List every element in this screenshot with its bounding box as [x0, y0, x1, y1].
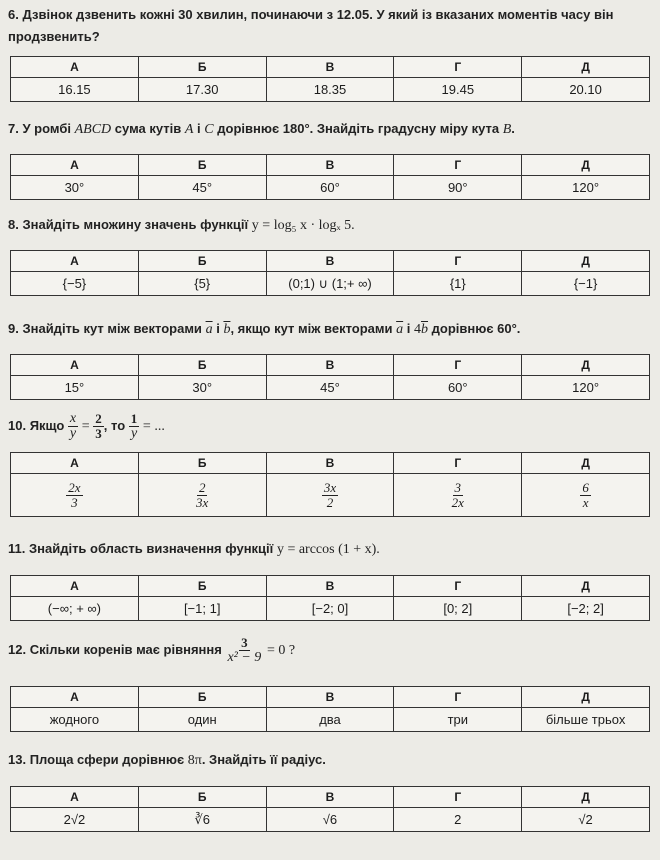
option-value: √6 — [266, 808, 394, 832]
question-number: 9. — [8, 321, 19, 336]
question-6 — [8, 4, 648, 48]
option-value: 120° — [522, 176, 650, 200]
vertex-b: B — [502, 122, 512, 137]
question-number: 6. — [8, 7, 19, 22]
question-13 — [8, 749, 648, 772]
option-letter: Д — [522, 251, 650, 272]
vector-coefficient: 4 — [414, 322, 422, 337]
option-value: [−2; 2] — [522, 597, 650, 621]
option-letter: Б — [138, 787, 266, 808]
vector-a: $\overline{a}$ — [205, 322, 213, 337]
option-letter: Г — [394, 787, 522, 808]
option-value: 19.45 — [394, 78, 522, 102]
option-letter: Д — [522, 355, 650, 376]
option-value: 2 — [394, 808, 522, 832]
option-value: жодного — [11, 708, 139, 732]
option-letter: Д — [522, 576, 650, 597]
option-letter: Д — [522, 155, 650, 176]
answer-table-12 — [10, 686, 650, 732]
option-letter: Г — [394, 453, 522, 474]
question-text: , якщо кут між векторами — [230, 321, 393, 336]
option-value: більше трьох — [522, 708, 650, 732]
question-text: , то — [103, 417, 126, 433]
question-text: дорівнює 60°. — [431, 321, 521, 336]
question-text: Знайдіть множину значень функції — [22, 217, 249, 232]
function-formula: y = arccos (1 + x). — [276, 542, 380, 557]
question-7 — [8, 118, 648, 141]
option-letter: Г — [394, 57, 522, 78]
question-text: і — [197, 121, 201, 136]
numerator: 3x — [323, 479, 337, 495]
option-value: {−1} — [522, 272, 650, 296]
option-value: 30° — [138, 376, 266, 400]
option-value: 15° — [11, 376, 139, 400]
option-value: 17.30 — [138, 78, 266, 102]
option-letter: В — [266, 453, 394, 474]
option-value: 45° — [138, 176, 266, 200]
option-letter: Б — [138, 155, 266, 176]
answer-table-9 — [10, 354, 650, 400]
option-value: 60° — [266, 176, 394, 200]
option-value: 16.15 — [11, 78, 139, 102]
option-value: 120° — [522, 376, 650, 400]
option-letter: В — [266, 576, 394, 597]
question-text: Знайдіть кут між векторами — [22, 321, 202, 336]
option-letter: Д — [522, 453, 650, 474]
option-letter: Г — [394, 687, 522, 708]
denominator: x² − 9 — [227, 650, 262, 665]
option-value — [266, 474, 394, 517]
option-value: [−1; 1] — [138, 597, 266, 621]
numerator: 1 — [130, 411, 138, 426]
figure-name: ABCD — [74, 122, 112, 137]
answer-table-8 — [10, 250, 650, 296]
option-letter: А — [11, 57, 139, 78]
option-letter: Б — [138, 57, 266, 78]
answer-fraction — [450, 481, 466, 510]
option-letter: Д — [522, 687, 650, 708]
option-letter: А — [11, 576, 139, 597]
question-8 — [8, 214, 648, 237]
numerator: x — [69, 411, 77, 426]
answer-table-11 — [10, 575, 650, 621]
denominator: y — [130, 426, 138, 441]
numerator: 2 — [95, 411, 102, 426]
question-number: 7. — [8, 121, 19, 136]
question-number: 10. — [8, 417, 27, 433]
vector-b: $\overline{b}$ — [421, 322, 429, 337]
option-value: 20.10 — [522, 78, 650, 102]
option-value — [138, 474, 266, 517]
numerator: 6 — [582, 479, 589, 495]
option-letter: А — [11, 453, 139, 474]
option-value: ∛6 — [138, 808, 266, 832]
question-text: . — [511, 121, 515, 136]
option-value: 60° — [394, 376, 522, 400]
option-value: (0;1) ∪ (1;+ ∞) — [266, 272, 394, 296]
option-letter: Б — [138, 355, 266, 376]
option-value: один — [138, 708, 266, 732]
answer-table-6 — [10, 56, 650, 102]
option-letter: Д — [522, 57, 650, 78]
option-letter: А — [11, 155, 139, 176]
option-letter: А — [11, 355, 139, 376]
question-number: 8. — [8, 217, 19, 232]
answer-fraction — [66, 481, 82, 510]
numerator: 3 — [454, 479, 462, 495]
option-letter: А — [11, 687, 139, 708]
question-11 — [8, 538, 648, 561]
option-letter: Б — [138, 576, 266, 597]
option-value: два — [266, 708, 394, 732]
option-letter: Г — [394, 355, 522, 376]
question-9 — [8, 318, 648, 341]
option-letter: Г — [394, 576, 522, 597]
question-text: . Знайдіть її радіус. — [201, 752, 326, 767]
answer-table-7 — [10, 154, 650, 200]
option-value: 18.35 — [266, 78, 394, 102]
answer-fraction — [194, 481, 210, 510]
question-10 — [8, 412, 648, 441]
denominator: 3 — [95, 426, 102, 441]
question-text: і — [406, 321, 411, 336]
option-value: [−2; 0] — [266, 597, 394, 621]
numerator: 2x — [68, 479, 81, 495]
option-letter: Б — [138, 687, 266, 708]
denominator: 2 — [326, 494, 334, 510]
option-letter: В — [266, 251, 394, 272]
equation-fraction — [225, 636, 263, 665]
question-number: 12. — [8, 641, 27, 657]
option-letter: Д — [522, 787, 650, 808]
question-text: У ромбі — [22, 121, 71, 136]
option-value: √2 — [522, 808, 650, 832]
question-text: і — [216, 321, 220, 336]
question-12 — [8, 636, 648, 665]
option-letter: В — [266, 687, 394, 708]
answer-table-13 — [10, 786, 650, 832]
denominator: x — [582, 494, 589, 510]
option-value: 90° — [394, 176, 522, 200]
question-text: сума кутів — [114, 121, 182, 136]
equals-sign: = — [81, 418, 90, 434]
denominator: 3 — [71, 494, 78, 510]
option-value: 30° — [11, 176, 139, 200]
vector-a: $\overline{a}$ — [396, 322, 404, 337]
vertex-a: A — [184, 122, 194, 137]
question-text: = 0 ? — [266, 642, 296, 658]
fraction-two-thirds — [93, 412, 104, 441]
option-value — [394, 474, 522, 517]
question-text: Скільки коренів має рівняння — [29, 641, 222, 657]
question-text: Знайдіть область визначення функції — [28, 541, 274, 556]
option-value: {5} — [138, 272, 266, 296]
option-value: {−5} — [11, 272, 139, 296]
option-letter: В — [266, 355, 394, 376]
option-value — [522, 474, 650, 517]
option-letter: В — [266, 57, 394, 78]
option-value: [0; 2] — [394, 597, 522, 621]
question-number: 13. — [8, 752, 27, 767]
option-letter: Б — [138, 251, 266, 272]
numerator: 3 — [241, 635, 248, 650]
option-letter: Г — [394, 251, 522, 272]
function-formula: y = log₅ x · logₓ 5. — [251, 218, 355, 233]
answer-table-10 — [10, 452, 650, 517]
question-text: Дзвінок дзвенить кожні 30 хвилин, починаючи з 12.05. У який із вказаних моментів часу він продзвенить? — [8, 7, 614, 44]
option-value: {1} — [394, 272, 522, 296]
answer-fraction — [580, 481, 591, 510]
option-letter: Б — [138, 453, 266, 474]
option-value: 2√2 — [11, 808, 139, 832]
area-value: 8π — [187, 753, 202, 768]
numerator: 2 — [198, 479, 206, 495]
vector-b: $\overline{b}$ — [223, 322, 231, 337]
denominator: y — [69, 426, 77, 441]
question-number: 11. — [8, 541, 26, 556]
question-text: = ... — [142, 418, 165, 434]
question-text: Площа сфери дорівнює — [29, 752, 185, 767]
option-letter: А — [11, 251, 139, 272]
denominator: 2x — [451, 494, 464, 510]
question-text: Якщо — [29, 417, 65, 433]
option-value — [11, 474, 139, 517]
vertex-c: C — [204, 122, 214, 137]
denominator: 3x — [196, 494, 209, 510]
option-value: три — [394, 708, 522, 732]
question-text: дорівнює 180°. Знайдіть градусну міру кута — [217, 121, 500, 136]
option-value: (−∞; + ∞) — [11, 597, 139, 621]
option-letter: Г — [394, 155, 522, 176]
option-letter: В — [266, 155, 394, 176]
option-value: 45° — [266, 376, 394, 400]
answer-fraction — [322, 481, 338, 510]
option-letter: А — [11, 787, 139, 808]
fraction-one-over-y — [129, 412, 140, 441]
option-letter: В — [266, 787, 394, 808]
fraction-x-over-y — [68, 412, 78, 441]
